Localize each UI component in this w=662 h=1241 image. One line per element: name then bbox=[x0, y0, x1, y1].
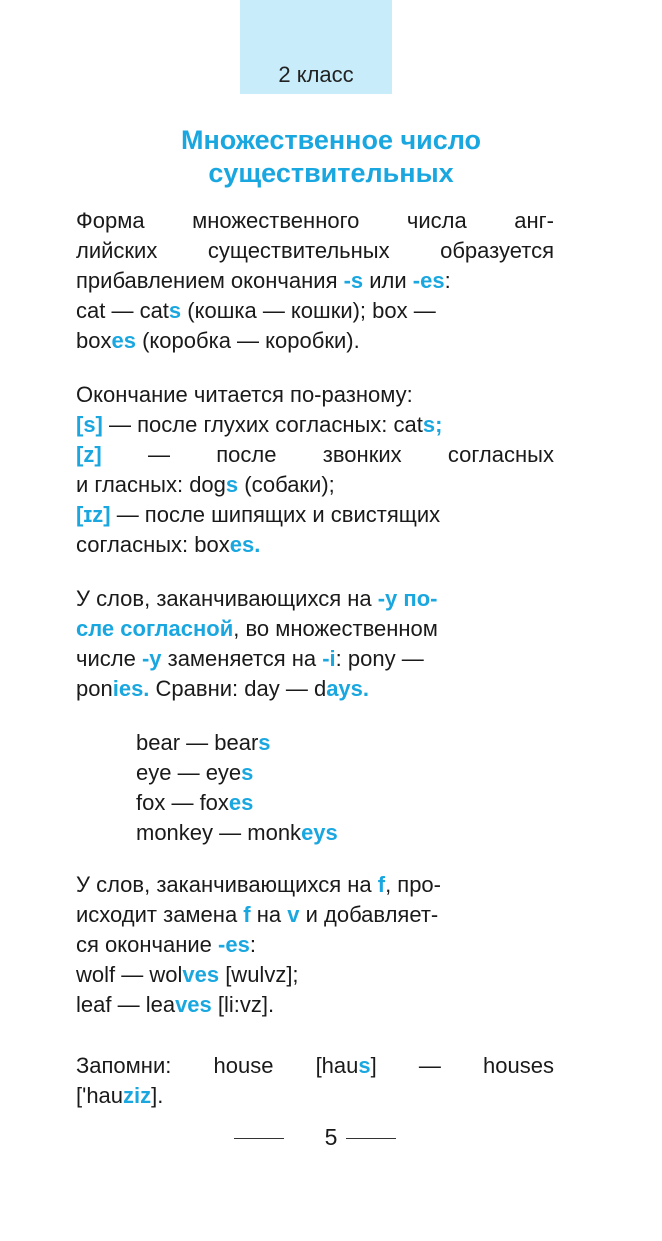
text: (собаки); bbox=[238, 472, 335, 497]
text: eye — eye bbox=[136, 760, 242, 785]
text: согласных: box bbox=[76, 532, 230, 557]
p2-line-6 bbox=[76, 530, 554, 560]
highlight: f bbox=[243, 902, 251, 927]
text: wolf — wol bbox=[76, 962, 183, 987]
highlight: es bbox=[111, 328, 136, 353]
p2-line-4 bbox=[76, 470, 554, 500]
highlight: s bbox=[225, 472, 239, 497]
p4-line-3 bbox=[76, 930, 554, 960]
highlight: -es bbox=[412, 268, 445, 293]
text: , во множественном bbox=[233, 616, 438, 641]
highlight: -y по- bbox=[377, 586, 438, 611]
word: согласных bbox=[447, 442, 554, 467]
text: : bbox=[444, 268, 451, 293]
text: и гласных: dog bbox=[76, 472, 226, 497]
p5-line-2 bbox=[76, 1081, 554, 1111]
text: leaf — lea bbox=[76, 992, 176, 1017]
text: , про- bbox=[385, 872, 441, 897]
highlight: v bbox=[287, 902, 300, 927]
word: — bbox=[418, 1053, 441, 1078]
p1-line-4 bbox=[76, 296, 554, 326]
p2-line-3 bbox=[76, 440, 554, 470]
highlight: s bbox=[168, 298, 182, 323]
text: Сравни: day — d bbox=[149, 676, 327, 701]
example-item bbox=[136, 758, 253, 788]
p3-line-1 bbox=[76, 584, 554, 614]
highlight: s bbox=[358, 1053, 371, 1078]
highlight: ves bbox=[175, 992, 212, 1017]
word: Запомни: bbox=[76, 1053, 172, 1078]
highlight: ves bbox=[182, 962, 220, 987]
highlight: s; bbox=[422, 412, 443, 437]
p2-line-1 bbox=[76, 380, 554, 410]
grade-label: 2 класс bbox=[278, 62, 354, 87]
text: Окончание читается по-разному: bbox=[76, 382, 413, 407]
word: множественного bbox=[192, 208, 360, 233]
text: или bbox=[363, 268, 413, 293]
text: числе bbox=[76, 646, 142, 671]
highlight: s bbox=[241, 760, 254, 785]
text: (кошка — кошки); box — bbox=[181, 298, 436, 323]
example-item bbox=[136, 788, 253, 818]
word: — bbox=[147, 442, 170, 467]
word: звонких bbox=[322, 442, 402, 467]
word: Форма bbox=[76, 208, 145, 233]
p2-line-5 bbox=[76, 500, 554, 530]
example-item bbox=[136, 728, 271, 758]
text: исходит замена bbox=[76, 902, 244, 927]
word: houses bbox=[483, 1053, 554, 1078]
p3-line-2 bbox=[76, 614, 554, 644]
word: числа bbox=[406, 208, 467, 233]
title-line-1: Множественное число bbox=[180, 125, 482, 155]
text: : bbox=[249, 932, 256, 957]
title-line-2: существительных bbox=[208, 158, 454, 188]
word: существительных bbox=[207, 238, 390, 263]
p1-line-1 bbox=[76, 206, 554, 236]
word: house bbox=[213, 1053, 274, 1078]
text: bear — bear bbox=[136, 730, 259, 755]
p2-line-2 bbox=[76, 410, 554, 440]
highlight: ziz bbox=[123, 1083, 152, 1108]
highlight: ies. bbox=[112, 676, 150, 701]
word: образуется bbox=[440, 238, 554, 263]
text: ся окончание bbox=[76, 932, 219, 957]
highlight: -y bbox=[141, 646, 162, 671]
highlight: ays. bbox=[326, 676, 370, 701]
p3-line-3 bbox=[76, 644, 554, 674]
word: после bbox=[216, 442, 277, 467]
highlight: [z] bbox=[76, 442, 102, 467]
text: ]. bbox=[151, 1083, 164, 1108]
text: ] bbox=[370, 1053, 377, 1078]
p5-line-1 bbox=[76, 1051, 554, 1081]
p4-line-1 bbox=[76, 870, 554, 900]
highlight: eys bbox=[301, 820, 338, 845]
highlight: es. bbox=[229, 532, 261, 557]
text: cat — cat bbox=[76, 298, 169, 323]
text: pon bbox=[76, 676, 113, 701]
highlight: -i bbox=[322, 646, 336, 671]
p1-line-2 bbox=[76, 236, 554, 266]
text: [hau bbox=[315, 1053, 359, 1078]
text: — после глухих согласных: cat bbox=[102, 412, 423, 437]
text: — после шипящих и свистящих bbox=[110, 502, 441, 527]
text: У слов, заканчивающихся на bbox=[76, 872, 378, 897]
text: и добавляет- bbox=[299, 902, 439, 927]
highlight: s bbox=[258, 730, 271, 755]
text: прибавлением окончания bbox=[76, 268, 344, 293]
text: (коробка — коробки). bbox=[135, 328, 360, 353]
text: на bbox=[250, 902, 288, 927]
highlight: -es bbox=[218, 932, 250, 957]
text: ['hau bbox=[76, 1083, 124, 1108]
highlight: -s bbox=[343, 268, 364, 293]
highlight: es bbox=[228, 790, 254, 815]
text: box bbox=[76, 328, 112, 353]
p4-line-2 bbox=[76, 900, 554, 930]
word: анг- bbox=[514, 208, 554, 233]
example-item bbox=[136, 818, 338, 848]
p1-line-3 bbox=[76, 266, 554, 296]
text: fox — fox bbox=[136, 790, 229, 815]
text: monkey — monk bbox=[136, 820, 302, 845]
transcription bbox=[316, 1051, 377, 1081]
text: [wulvz]; bbox=[219, 962, 299, 987]
highlight: [ɪz] bbox=[76, 502, 111, 527]
p1-line-5 bbox=[76, 326, 554, 356]
grade-tab bbox=[240, 0, 392, 94]
highlight: f bbox=[377, 872, 386, 897]
highlight: [s] bbox=[76, 412, 103, 437]
p3-line-4 bbox=[76, 674, 554, 704]
p4-line-4 bbox=[76, 960, 554, 990]
footer-rule-right bbox=[346, 1138, 396, 1139]
text: заменяется на bbox=[161, 646, 323, 671]
page-title bbox=[0, 124, 662, 190]
word: лийских bbox=[76, 238, 158, 263]
page-number: 5 bbox=[324, 1124, 338, 1150]
text: : pony — bbox=[335, 646, 424, 671]
highlight: сле согласной bbox=[76, 616, 234, 641]
text: У слов, заканчивающихся на bbox=[76, 586, 378, 611]
text: [li:vz]. bbox=[211, 992, 275, 1017]
p4-line-5 bbox=[76, 990, 554, 1020]
